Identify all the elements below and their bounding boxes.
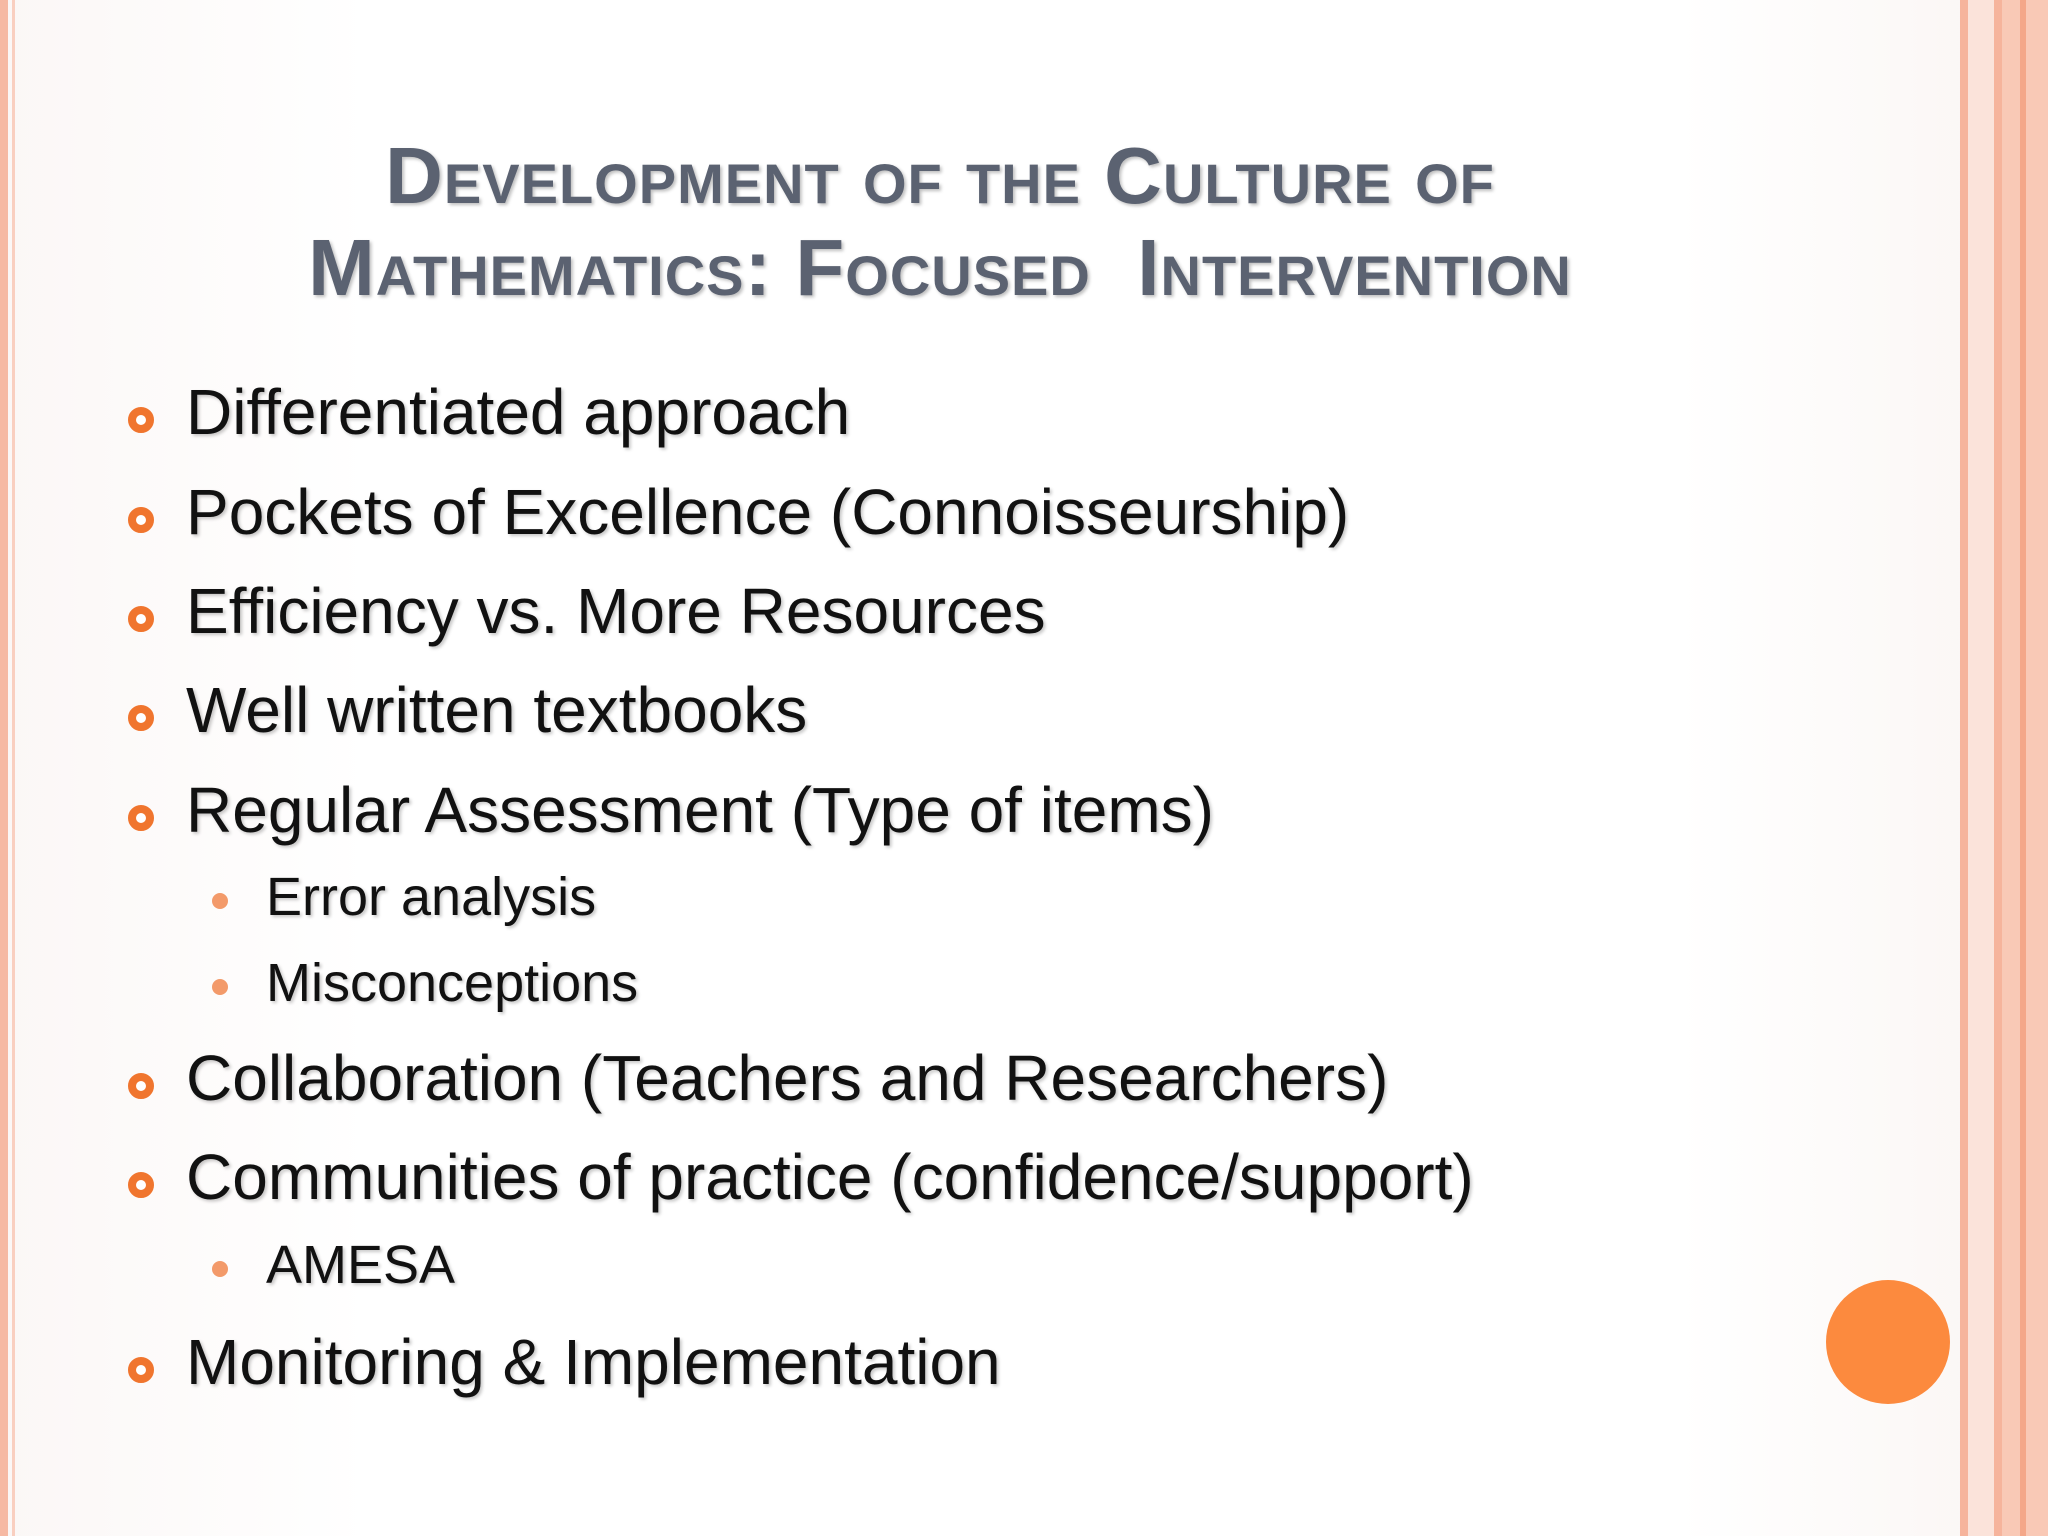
bullet-ring-icon xyxy=(128,805,154,831)
sub-bullet-amesa: AMESA xyxy=(266,1235,456,1295)
bullet-ring-icon xyxy=(128,1073,154,1099)
left-border-stripe xyxy=(0,0,8,1536)
slide-title-line-2: Mathematics: Focused Intervention xyxy=(308,223,1572,312)
bullet-item-differentiated: Differentiated approach xyxy=(186,376,851,448)
bullet-ring-icon xyxy=(128,705,154,731)
bullet-item-assessment: Regular Assessment (Type of items) xyxy=(186,774,1214,846)
sub-bullet-dot-icon xyxy=(212,893,228,909)
sub-bullet-misconceptions: Misconceptions xyxy=(266,953,639,1013)
bullet-item-pockets: Pockets of Excellence (Connoisseurship) xyxy=(186,476,1350,548)
bullet-item-monitoring: Monitoring & Implementation xyxy=(186,1326,1001,1398)
bullet-item-efficiency: Efficiency vs. More Resources xyxy=(186,575,1046,647)
bullet-item-collaboration: Collaboration (Teachers and Researchers) xyxy=(186,1042,1389,1114)
sub-bullet-error-analysis: Error analysis xyxy=(266,867,597,927)
bullet-item-communities: Communities of practice (confidence/support) xyxy=(186,1141,1474,1213)
bullet-ring-icon xyxy=(128,1357,154,1383)
left-border-thin-stripe xyxy=(12,0,15,1536)
bullet-item-textbooks: Well written textbooks xyxy=(186,674,808,746)
right-border-stripe-2 xyxy=(1994,0,2002,1536)
right-border-stripe-3 xyxy=(2020,0,2026,1536)
sub-bullet-dot-icon xyxy=(212,1261,228,1277)
slide-title xyxy=(180,130,1700,314)
right-border-stripe xyxy=(1960,0,1968,1536)
bullet-ring-icon xyxy=(128,606,154,632)
sub-bullet-dot-icon xyxy=(212,979,228,995)
right-border-band xyxy=(1968,0,1994,1536)
slide-title-line-1: Development of the Culture of xyxy=(385,131,1495,220)
bullet-ring-icon xyxy=(128,407,154,433)
bullet-ring-icon xyxy=(128,507,154,533)
decorative-orange-circle xyxy=(1826,1280,1950,1404)
bullet-ring-icon xyxy=(128,1172,154,1198)
